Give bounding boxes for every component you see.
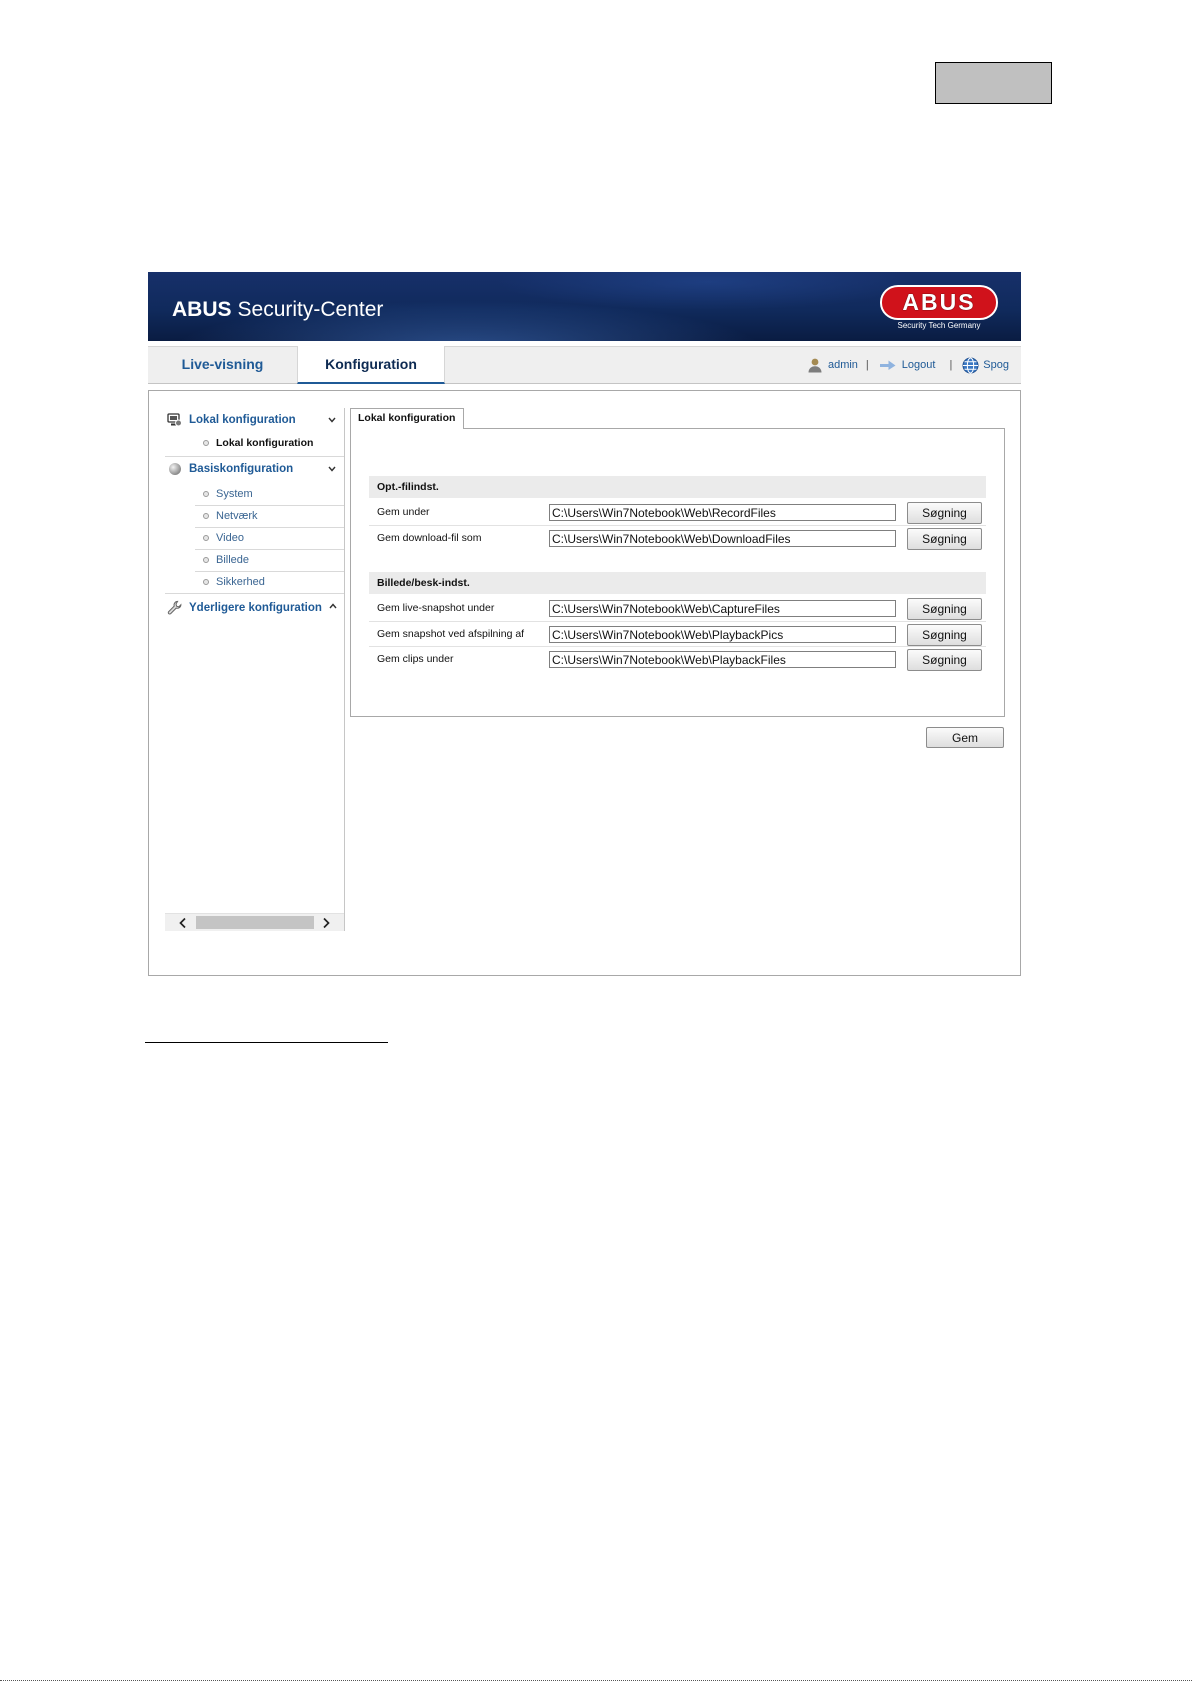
sidebar-item-local-config[interactable] (195, 432, 344, 454)
form-row-download-file (369, 525, 986, 550)
browse-button[interactable]: Søgning (907, 598, 982, 620)
logout-icon (879, 359, 897, 371)
sidebar-group-basic-config[interactable] (165, 457, 344, 481)
sidebar-item-label: System (216, 488, 253, 500)
main-nav (148, 346, 1021, 384)
section-title: Opt.-filindst. (377, 481, 439, 493)
tab-configuration[interactable]: Konfiguration (297, 346, 445, 384)
sidebar-scrollbar[interactable] (165, 913, 344, 931)
sidebar (165, 408, 345, 931)
language-link[interactable] (962, 357, 1009, 374)
record-path-input[interactable] (549, 504, 896, 521)
sidebar-group-local-config[interactable] (165, 408, 344, 432)
sidebar-item-video[interactable] (195, 527, 344, 549)
app-header (148, 272, 1021, 341)
logout-label: Logout (901, 359, 936, 371)
logo-tagline: Security Tech Germany (897, 321, 981, 330)
sidebar-item-network[interactable] (195, 505, 344, 527)
save-button[interactable]: Gem (926, 727, 1004, 748)
section-header-recording-files (369, 476, 986, 498)
playback-pics-path-input[interactable] (549, 626, 896, 643)
app-screenshot (148, 272, 1021, 976)
form-row-save-under (369, 500, 986, 525)
bullet-icon (203, 579, 209, 585)
field-label: Gem live-snapshot under (377, 602, 495, 614)
bullet-icon (203, 535, 209, 541)
chevron-down-icon (328, 417, 336, 423)
config-panel (148, 390, 1021, 976)
wrench-icon (167, 600, 183, 616)
browse-button[interactable]: Søgning (907, 502, 982, 524)
nav-separator: | (949, 359, 953, 371)
browse-button[interactable]: Søgning (907, 624, 982, 646)
bullet-icon (203, 513, 209, 519)
chevron-right-icon[interactable] (320, 917, 332, 929)
page-bottom-dotted-line (0, 1680, 1192, 1681)
field-label: Gem snapshot ved afspilning af (377, 628, 525, 640)
form-row-playback-snapshot (369, 621, 986, 646)
local-config-form (350, 428, 1005, 717)
brand-bold: ABUS (172, 298, 232, 321)
user-name: admin (827, 359, 858, 371)
field-label: Gem under (377, 506, 430, 518)
user-icon (807, 357, 823, 373)
page-corner-box (935, 62, 1052, 104)
sidebar-group-label: Yderligere konfiguration (189, 602, 322, 614)
language-label: Spog (983, 359, 1009, 371)
chevron-up-icon (329, 603, 337, 609)
sidebar-item-system[interactable] (195, 483, 344, 505)
local-config-icon (167, 413, 182, 427)
sidebar-group-label: Basiskonfiguration (189, 463, 294, 475)
tab-live-view[interactable]: Live-visning (181, 356, 264, 372)
field-label: Gem clips under (377, 653, 454, 665)
bullet-icon (203, 557, 209, 563)
nav-user-area (807, 347, 1009, 383)
nav-separator: | (865, 359, 869, 371)
sidebar-divider-vertical (344, 408, 345, 931)
sidebar-item-label: Billede (216, 554, 250, 566)
bullet-icon (203, 491, 209, 497)
section-header-picture-clip (369, 572, 986, 594)
capture-path-input[interactable] (549, 600, 896, 617)
sidebar-item-label: Video (216, 532, 244, 544)
sidebar-group-label: Lokal konfiguration (189, 414, 296, 426)
tab-local-config[interactable]: Lokal konfiguration (350, 408, 464, 429)
footnote-separator (145, 1042, 388, 1043)
abus-logo: ABUS (880, 285, 998, 320)
clips-path-input[interactable] (549, 651, 896, 668)
chevron-left-icon[interactable] (177, 917, 189, 929)
section-title: Billede/besk-indst. (377, 577, 470, 589)
field-label: Gem download-fil som (377, 532, 482, 544)
sidebar-group-advanced-config[interactable] (165, 596, 344, 620)
sidebar-item-label: Lokal konfiguration (216, 437, 314, 449)
sidebar-item-image[interactable] (195, 549, 344, 571)
app-title (172, 298, 383, 322)
form-row-live-snapshot (369, 596, 986, 621)
basic-config-icon (168, 462, 182, 476)
sidebar-item-security[interactable] (195, 571, 344, 593)
sidebar-item-label: Sikkerhed (216, 576, 265, 588)
chevron-down-icon (328, 466, 336, 472)
scrollbar-thumb[interactable] (196, 916, 314, 929)
download-path-input[interactable] (549, 530, 896, 547)
logout-link[interactable] (879, 359, 953, 371)
sidebar-item-label: Netværk (216, 510, 258, 522)
browse-button[interactable]: Søgning (907, 649, 982, 671)
form-row-clips (369, 646, 986, 671)
bullet-icon (203, 440, 209, 446)
brand-name: Security-Center (237, 298, 384, 321)
browse-button[interactable]: Søgning (907, 528, 982, 550)
sidebar-divider (165, 593, 344, 594)
globe-icon (962, 357, 979, 374)
